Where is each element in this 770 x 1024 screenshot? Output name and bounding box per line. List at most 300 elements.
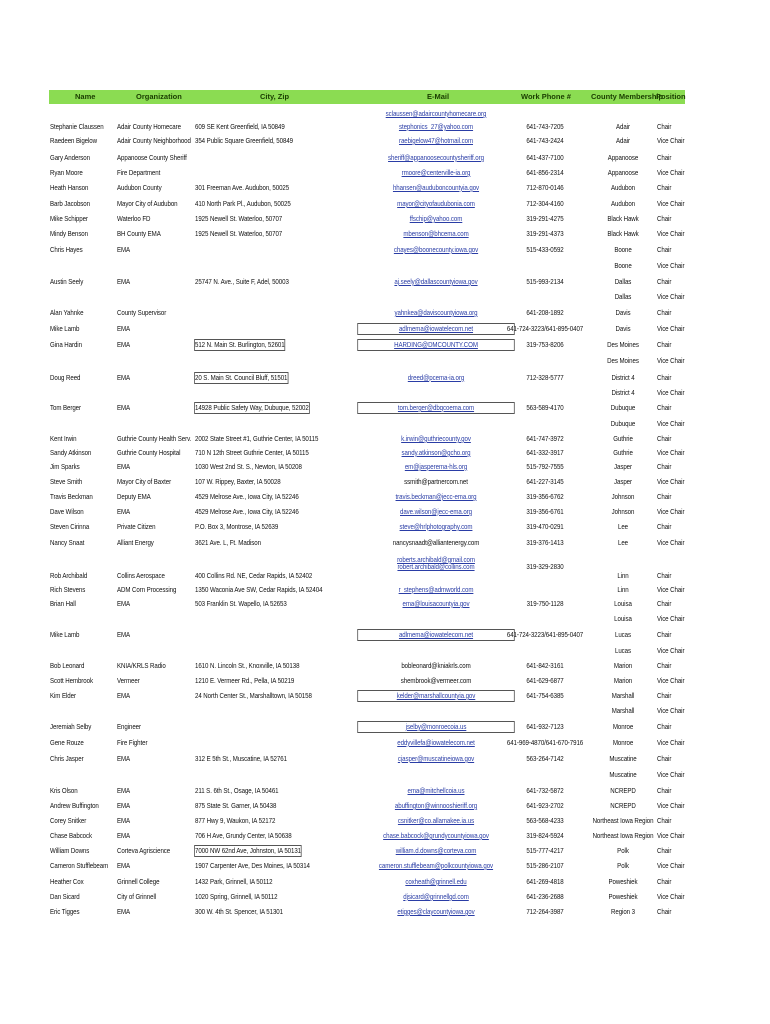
- cell-position: Chair: [657, 722, 672, 731]
- cell-position: Vice Chair: [657, 356, 685, 365]
- cell-email[interactable]: r_stephens@admworld.com: [398, 585, 474, 594]
- cell-email[interactable]: djsicard@grinnellgd.com: [403, 892, 469, 901]
- cell-county-membership: NCREPD: [610, 786, 636, 795]
- cell-address: 503 Franklin St. Wapello, IA 52653: [195, 599, 287, 608]
- cell-work-phone: 641-629-6877: [526, 676, 564, 685]
- cell-position: Vice Chair: [657, 448, 685, 457]
- cell-organization: EMA: [117, 630, 131, 639]
- cell-work-phone: 319-291-4373: [526, 229, 564, 238]
- cell-work-phone: 712-328-5777: [526, 373, 564, 382]
- cell-position: Chair: [657, 434, 672, 443]
- cell-name: Rich Stevens: [50, 585, 86, 594]
- cell-organization: Guthrie County Hospital: [117, 448, 181, 457]
- cell-name: Heath Hanson: [50, 183, 89, 192]
- cell-county-membership: Jasper: [614, 477, 632, 486]
- cell-position: Vice Chair: [657, 419, 685, 428]
- cell-name: Mike Lamb: [50, 324, 80, 333]
- cell-address: 14928 Public Safety Way, Dubuque, 52002: [195, 403, 309, 412]
- cell-county-membership: Linn: [617, 571, 629, 580]
- cell-email[interactable]: roberts.archibald@gmail.com: [397, 555, 475, 564]
- cell-county-membership: Region 3: [611, 907, 635, 916]
- cell-address: 1925 Newell St. Waterloo, 50707: [195, 214, 283, 223]
- cell-email[interactable]: dave.wilson@jecc-ema.org: [400, 507, 472, 516]
- cell-email[interactable]: ema@mitchellcoia.us: [407, 786, 465, 795]
- cell-organization: EMA: [117, 754, 131, 763]
- cell-county-membership: Adair: [616, 136, 630, 145]
- cell-address: 1030 West 2nd St. S., Newton, IA 50208: [195, 462, 302, 471]
- cell-work-phone: 641-743-7205: [526, 122, 564, 131]
- cell-position: Vice Chair: [657, 199, 685, 208]
- cell-position: Vice Chair: [657, 229, 685, 238]
- cell-work-phone: 641-732-5872: [526, 786, 564, 795]
- cell-email: ssmith@partnercom.net: [404, 477, 468, 486]
- cell-name: Kim Elder: [50, 691, 76, 700]
- cell-address: 1925 Newell St. Waterloo, 50707: [195, 229, 283, 238]
- cell-organization: EMA: [117, 801, 131, 810]
- header-position: Position: [656, 92, 686, 101]
- header-work-phone: Work Phone #: [521, 92, 571, 101]
- cell-email[interactable]: k.irwin@guthriecounty.gov: [401, 434, 471, 443]
- cell-county-membership: Dallas: [614, 277, 632, 286]
- cell-work-phone: 319-329-2830: [526, 562, 564, 571]
- cell-address: 20 S. Main St. Council Bluff, 51501: [195, 373, 288, 382]
- cell-county-membership: Louisa: [614, 599, 632, 608]
- cell-work-phone: 641-227-3145: [526, 477, 564, 486]
- cell-county-membership: Dubuque: [610, 403, 636, 412]
- cell-name: Sandy Atkinson: [50, 448, 92, 457]
- cell-county-membership: Lee: [617, 538, 629, 547]
- cell-address: 7000 NW 62nd Ave, Johnston, IA 50131: [195, 846, 302, 855]
- cell-organization: Adair County Homecare: [117, 122, 181, 131]
- cell-organization: Mayor City of Audubon: [117, 199, 178, 208]
- cell-work-phone: 319-824-5924: [526, 831, 564, 840]
- cell-email[interactable]: sandy.atkinson@gcho.org: [401, 448, 471, 457]
- cell-organization: Waterloo FD: [117, 214, 151, 223]
- cell-position: Chair: [657, 245, 672, 254]
- cell-work-phone: 319-750-1128: [526, 599, 564, 608]
- cell-name: Mindy Benson: [50, 229, 88, 238]
- cell-organization: Grinnell College: [117, 877, 160, 886]
- cell-address: 1350 Waconia Ave SW, Cedar Rapids, IA 52404: [195, 585, 323, 594]
- cell-address: 107 W. Rippey, Baxter, IA 50028: [195, 477, 281, 486]
- cell-organization: EMA: [117, 907, 131, 916]
- cell-work-phone: 641-969-4870/641-670-7916: [506, 738, 584, 747]
- cell-name: Barb Jacobson: [50, 199, 90, 208]
- cell-position: Vice Chair: [657, 136, 685, 145]
- cell-work-phone: 641-724-3223/641-895-0407: [506, 324, 584, 333]
- cell-organization: EMA: [117, 691, 131, 700]
- cell-position: Chair: [657, 599, 672, 608]
- cell-county-membership: Davis: [615, 324, 631, 333]
- cell-position: Chair: [657, 846, 672, 855]
- cell-name: Steve Smith: [50, 477, 83, 486]
- cell-address: 211 S. 6th St., Osage, IA 50461: [195, 786, 279, 795]
- cell-position: Chair: [657, 373, 672, 382]
- cell-name: Jeremiah Selby: [50, 722, 92, 731]
- cell-email: shembrook@vermeer.com: [400, 676, 472, 685]
- cell-work-phone: 712-264-3987: [526, 907, 564, 916]
- cell-work-phone: 319-753-8206: [526, 340, 564, 349]
- cell-position: Chair: [657, 340, 672, 349]
- cell-work-phone: 641-332-3917: [526, 448, 564, 457]
- cell-email[interactable]: sclaussen@adaircountyhomecare.org: [385, 109, 487, 118]
- cell-county-membership: NCREPD: [610, 801, 636, 810]
- cell-name: Tom Berger: [50, 403, 81, 412]
- cell-work-phone: 641-724-3223/641-895-0407: [506, 630, 584, 639]
- cell-county-membership: Northeast Iowa Region: [592, 816, 654, 825]
- cell-organization: Fire Fighter: [117, 738, 148, 747]
- cell-position: Chair: [657, 754, 672, 763]
- cell-email[interactable]: travis.beckman@jecc-ema.org: [395, 492, 477, 501]
- cell-name: Kent Irwin: [50, 434, 77, 443]
- cell-organization: EMA: [117, 324, 131, 333]
- cell-email[interactable]: coxheath@grinnell.edu: [405, 877, 467, 886]
- cell-position: Vice Chair: [657, 324, 685, 333]
- cell-address: 2002 State Street #1, Guthrie Center, IA 50115: [195, 434, 319, 443]
- cell-organization: EMA: [117, 373, 131, 382]
- cell-organization: EMA: [117, 861, 131, 870]
- cell-email: nancysnaadt@alliantenergy.com: [392, 538, 480, 547]
- cell-work-phone: 515-286-2107: [526, 861, 564, 870]
- cell-county-membership: Boone: [614, 261, 632, 270]
- cell-name: Brian Hall: [50, 599, 76, 608]
- header-row: [49, 90, 685, 104]
- cell-county-membership: Appanoose: [607, 153, 639, 162]
- cell-address: 609 SE Kent Greenfield, IA 50849: [195, 122, 285, 131]
- cell-work-phone: 641-923-2702: [526, 801, 564, 810]
- cell-organization: EMA: [117, 462, 131, 471]
- cell-county-membership: Black Hawk: [607, 229, 639, 238]
- cell-address: 410 North Park Pl., Audubon, 50025: [195, 199, 291, 208]
- cell-position: Vice Chair: [657, 646, 685, 655]
- cell-email[interactable]: tom.berger@dbqcoema.com: [358, 403, 514, 413]
- cell-position: Vice Chair: [657, 538, 685, 547]
- cell-organization: Alliant Energy: [117, 538, 154, 547]
- cell-email[interactable]: jselby@monroecoia.us: [358, 722, 514, 732]
- cell-position: Chair: [657, 183, 672, 192]
- cell-position: Vice Chair: [657, 585, 685, 594]
- cell-address: 706 H Ave, Grundy Center, IA 50638: [195, 831, 292, 840]
- cell-county-membership: Dubuque: [610, 419, 636, 428]
- cell-organization: Vermeer: [117, 676, 140, 685]
- cell-work-phone: 515-777-4217: [526, 846, 564, 855]
- cell-work-phone: 515-433-0592: [526, 245, 564, 254]
- header-organization: Organization: [136, 92, 182, 101]
- cell-email[interactable]: ema@louisacountyia.gov: [402, 599, 470, 608]
- cell-organization: Audubon County: [117, 183, 162, 192]
- cell-work-phone: 319-470-0291: [526, 522, 564, 531]
- cell-organization: EMA: [117, 277, 131, 286]
- cell-work-phone: 641-754-6385: [526, 691, 564, 700]
- cell-position: Chair: [657, 277, 672, 286]
- cell-county-membership: Lucas: [614, 646, 631, 655]
- cell-work-phone: 641-208-1892: [526, 308, 564, 317]
- cell-email[interactable]: yahnkea@daviscountyiowa.org: [394, 308, 478, 317]
- cell-organization: EMA: [117, 245, 131, 254]
- cell-work-phone: 515-792-7555: [526, 462, 564, 471]
- cell-position: Vice Chair: [657, 738, 685, 747]
- cell-position: Chair: [657, 308, 672, 317]
- cell-position: Vice Chair: [657, 477, 685, 486]
- header-city-zip: City, Zip: [260, 92, 290, 101]
- cell-work-phone: 641-842-3161: [526, 661, 564, 670]
- header-county-membership: County Membership: [591, 92, 664, 101]
- cell-county-membership: Adair: [616, 122, 630, 131]
- cell-name: Travis Beckman: [50, 492, 93, 501]
- cell-position: Chair: [657, 691, 672, 700]
- cell-address: 710 N 12th Street Guthrie Center, IA 50115: [195, 448, 309, 457]
- cell-email[interactable]: em@jasperema-hls.org: [404, 462, 468, 471]
- cell-work-phone: 641-747-3972: [526, 434, 564, 443]
- cell-address: 400 Collins Rd. NE, Cedar Rapids, IA 52402: [195, 571, 313, 580]
- cell-name: Mike Lamb: [50, 630, 80, 639]
- cell-address: 3621 Ave. L, Ft. Madison: [195, 538, 261, 547]
- cell-organization: City of Grinnell: [117, 892, 157, 901]
- cell-address: 300 W. 4th St. Spencer, IA 51301: [195, 907, 283, 916]
- cell-organization: EMA: [117, 507, 131, 516]
- cell-organization: BH County EMA: [117, 229, 161, 238]
- header-name: Name: [75, 92, 96, 101]
- cell-county-membership: Muscatine: [609, 754, 637, 763]
- cell-email[interactable]: adlmema@iowatelecom.net: [358, 324, 514, 334]
- cell-email[interactable]: william.d.downs@corteva.com: [395, 846, 477, 855]
- cell-county-membership: Monroe: [612, 738, 634, 747]
- cell-county-membership: Polk: [617, 861, 629, 870]
- cell-address: 1210 E. Vermeer Rd., Pella, IA 50219: [195, 676, 295, 685]
- cell-name: Dan Sicard: [50, 892, 80, 901]
- cell-work-phone: 515-993-2134: [526, 277, 564, 286]
- cell-email[interactable]: eddyvillefa@iowatelecom.net: [397, 738, 475, 747]
- cell-work-phone: 563-589-4170: [526, 403, 564, 412]
- cell-position: Vice Chair: [657, 292, 685, 301]
- cell-address: 875 State St. Garner, IA 50438: [195, 801, 277, 810]
- cell-address: P.O. Box 3, Montrose, IA 52639: [195, 522, 279, 531]
- cell-organization: Private Citizen: [117, 522, 156, 531]
- cell-county-membership: Louisa: [614, 614, 632, 623]
- cell-organization: EMA: [117, 816, 131, 825]
- cell-email[interactable]: rmoore@centerville-ia.org: [401, 168, 471, 177]
- cell-email[interactable]: kelder@marshallcountyia.gov: [358, 691, 514, 701]
- cell-address: 512 N. Main St. Burlington, 52601: [195, 340, 285, 349]
- cell-email[interactable]: HARDING@DMCOUNTY.COM: [358, 340, 514, 350]
- cell-county-membership: Marshall: [611, 706, 635, 715]
- cell-organization: EMA: [117, 403, 131, 412]
- cell-address: 1020 Spring, Grinnell, IA 50112: [195, 892, 278, 901]
- cell-county-membership: Johnson: [611, 492, 635, 501]
- cell-county-membership: District 4: [611, 373, 635, 382]
- cell-email[interactable]: mayor@cityofaudubonia.com: [397, 199, 475, 208]
- cell-position: Chair: [657, 214, 672, 223]
- cell-work-phone: 641-743-2424: [526, 136, 564, 145]
- cell-organization: EMA: [117, 599, 131, 608]
- cell-name: Gina Hardin: [50, 340, 82, 349]
- cell-position: Vice Chair: [657, 507, 685, 516]
- cell-name: Cameron Stufflebeam: [50, 861, 109, 870]
- cell-county-membership: Des Moines: [607, 340, 639, 349]
- cell-email: bobleonard@kniakrls.com: [401, 661, 471, 670]
- cell-name: William Downs: [50, 846, 90, 855]
- cell-email[interactable]: chayes@boonecounty.iowa.gov: [393, 245, 479, 254]
- cell-name: Austin Seely: [50, 277, 84, 286]
- cell-county-membership: Northeast Iowa Region: [592, 831, 654, 840]
- cell-email[interactable]: stephonics_27@yahoo.com: [398, 122, 474, 131]
- cell-organization: Corteva Agriscience: [117, 846, 171, 855]
- cell-address: 4529 Melrose Ave., Iowa City, IA 52246: [195, 492, 299, 501]
- cell-organization: County Supervisor: [117, 308, 167, 317]
- cell-work-phone: 712-870-0146: [526, 183, 564, 192]
- cell-name: Raedeen Bigelow: [50, 136, 97, 145]
- cell-position: Chair: [657, 122, 672, 131]
- cell-position: Chair: [657, 403, 672, 412]
- cell-name: Kris Olson: [50, 786, 78, 795]
- cell-position: Vice Chair: [657, 676, 685, 685]
- cell-position: Vice Chair: [657, 892, 685, 901]
- cell-name: Bob Leonard: [50, 661, 85, 670]
- cell-county-membership: Black Hawk: [607, 214, 639, 223]
- cell-email[interactable]: raebigelow47@hotmail.com: [398, 136, 474, 145]
- cell-organization: Fire Department: [117, 168, 161, 177]
- cell-name: Eric Tigges: [50, 907, 80, 916]
- cell-position: Chair: [657, 153, 672, 162]
- cell-address: 354 Public Square Greenfield, 50849: [195, 136, 294, 145]
- cell-position: Chair: [657, 816, 672, 825]
- cell-work-phone: 319-356-6762: [526, 492, 564, 501]
- cell-email[interactable]: mbenson@bhcema.com: [403, 229, 469, 238]
- cell-county-membership: Monroe: [612, 722, 634, 731]
- cell-position: Vice Chair: [657, 168, 685, 177]
- cell-email[interactable]: dreed@pcema-ia.org: [407, 373, 465, 382]
- cell-organization: KNIA/KRLS Radio: [117, 661, 166, 670]
- cell-name: Mike Schipper: [50, 214, 88, 223]
- cell-county-membership: Audubon: [610, 183, 636, 192]
- cell-email[interactable]: adlmema@iowatelecom.net: [358, 630, 514, 640]
- cell-name: Doug Reed: [50, 373, 81, 382]
- cell-address: 1610 N. Lincoln St., Knoxville, IA 50138: [195, 661, 300, 670]
- cell-position: Chair: [657, 492, 672, 501]
- cell-county-membership: Linn: [617, 585, 629, 594]
- cell-address: 1432 Park, Grinnell, IA 50112: [195, 877, 273, 886]
- cell-county-membership: Boone: [614, 245, 632, 254]
- cell-email[interactable]: robert.archibald@collins.com: [397, 562, 475, 571]
- cell-name: Steven Cirinna: [50, 522, 90, 531]
- cell-work-phone: 641-932-7123: [526, 722, 564, 731]
- cell-work-phone: 641-236-2688: [526, 892, 564, 901]
- cell-county-membership: Marion: [613, 661, 633, 670]
- cell-county-membership: Appanoose: [607, 168, 639, 177]
- cell-position: Chair: [657, 661, 672, 670]
- cell-county-membership: Lee: [617, 522, 629, 531]
- cell-county-membership: Lucas: [614, 630, 631, 639]
- cell-name: Chris Jasper: [50, 754, 84, 763]
- cell-position: Vice Chair: [657, 831, 685, 840]
- cell-work-phone: 641-856-2314: [526, 168, 564, 177]
- cell-email[interactable]: abuffington@winnooshieriff.org: [394, 801, 478, 810]
- cell-organization: ADM Corn Processing: [117, 585, 177, 594]
- cell-email[interactable]: chase.babcock@grundycountyiowa.gov: [383, 831, 489, 840]
- cell-position: Vice Chair: [657, 261, 685, 270]
- cell-position: Vice Chair: [657, 770, 685, 779]
- cell-address: 4529 Melrose Ave., Iowa City, IA 52246: [195, 507, 299, 516]
- cell-email[interactable]: etigges@claycountyiowa.gov: [397, 907, 475, 916]
- cell-work-phone: 563-264-7142: [526, 754, 564, 763]
- cell-position: Chair: [657, 877, 672, 886]
- cell-county-membership: Muscatine: [609, 770, 637, 779]
- cell-work-phone: 319-291-4275: [526, 214, 564, 223]
- cell-organization: Deputy EMA: [117, 492, 151, 501]
- cell-address: 25747 N. Ave., Suite F, Adel, 50003: [195, 277, 289, 286]
- cell-name: Stephanie Claussen: [50, 122, 104, 131]
- cell-email[interactable]: cameron.stufflebeam@polkcountyiowa.gov: [378, 861, 494, 870]
- cell-email[interactable]: hhansen@auduboncountyia.gov: [392, 183, 480, 192]
- cell-work-phone: 712-304-4160: [526, 199, 564, 208]
- cell-position: Chair: [657, 907, 672, 916]
- cell-work-phone: 641-269-4818: [526, 877, 564, 886]
- cell-organization: Adair County Neighborhood: [117, 136, 191, 145]
- cell-address: 301 Freeman Ave. Audubon, 50025: [195, 183, 290, 192]
- cell-organization: EMA: [117, 340, 131, 349]
- cell-name: Dave Wilson: [50, 507, 84, 516]
- cell-name: Scott Hembrook: [50, 676, 93, 685]
- cell-county-membership: Marshall: [611, 691, 635, 700]
- cell-work-phone: 641-437-7100: [526, 153, 564, 162]
- cell-address: 24 North Center St., Marshalltown, IA 50158: [195, 691, 312, 700]
- cell-position: Vice Chair: [657, 614, 685, 623]
- cell-county-membership: Davis: [615, 308, 631, 317]
- cell-county-membership: District 4: [611, 388, 635, 397]
- cell-email[interactable]: aj.seely@dallascountyiowa.gov: [394, 277, 478, 286]
- cell-position: Chair: [657, 786, 672, 795]
- cell-email[interactable]: sheriff@appanoosecountysheriff.org: [388, 153, 484, 162]
- cell-county-membership: Polk: [617, 846, 629, 855]
- cell-name: Corey Snitker: [50, 816, 87, 825]
- cell-position: Chair: [657, 522, 672, 531]
- cell-name: Rob Archibald: [50, 571, 88, 580]
- cell-county-membership: Poweshiek: [608, 892, 638, 901]
- cell-county-membership: Audubon: [610, 199, 636, 208]
- cell-email[interactable]: steve@hrlphotography.com: [399, 522, 473, 531]
- header-email: E-Mail: [427, 92, 450, 101]
- cell-address: 312 E 5th St., Muscatine, IA 52761: [195, 754, 287, 763]
- cell-email[interactable]: ffschip@yahoo.com: [409, 214, 463, 223]
- cell-work-phone: 319-376-1413: [526, 538, 564, 547]
- cell-email[interactable]: cjasper@muscatineiowa.gov: [397, 754, 475, 763]
- cell-name: Heather Cox: [50, 877, 84, 886]
- cell-name: Chris Hayes: [50, 245, 83, 254]
- cell-name: Nancy Snaat: [50, 538, 85, 547]
- cell-position: Vice Chair: [657, 801, 685, 810]
- cell-position: Chair: [657, 630, 672, 639]
- cell-address: 877 Hwy 9, Waukon, IA 52172: [195, 816, 276, 825]
- cell-organization: EMA: [117, 831, 131, 840]
- cell-county-membership: Des Moines: [607, 356, 639, 365]
- cell-organization: EMA: [117, 786, 131, 795]
- cell-email[interactable]: csnitker@co.allamakee.ia.us: [397, 816, 475, 825]
- cell-position: Vice Chair: [657, 388, 685, 397]
- cell-county-membership: Poweshiek: [608, 877, 638, 886]
- cell-position: Vice Chair: [657, 706, 685, 715]
- cell-organization: Engineer: [117, 722, 141, 731]
- cell-organization: Guthrie County Health Serv.: [117, 434, 192, 443]
- cell-organization: Mayor City of Baxter: [117, 477, 172, 486]
- cell-county-membership: Marion: [613, 676, 633, 685]
- cell-work-phone: 319-356-6761: [526, 507, 564, 516]
- cell-work-phone: 563-568-4233: [526, 816, 564, 825]
- cell-county-membership: Dallas: [614, 292, 632, 301]
- cell-name: Gary Anderson: [50, 153, 90, 162]
- cell-position: Chair: [657, 462, 672, 471]
- cell-county-membership: Jasper: [614, 462, 632, 471]
- cell-organization: Appanoose County Sheriff: [117, 153, 187, 162]
